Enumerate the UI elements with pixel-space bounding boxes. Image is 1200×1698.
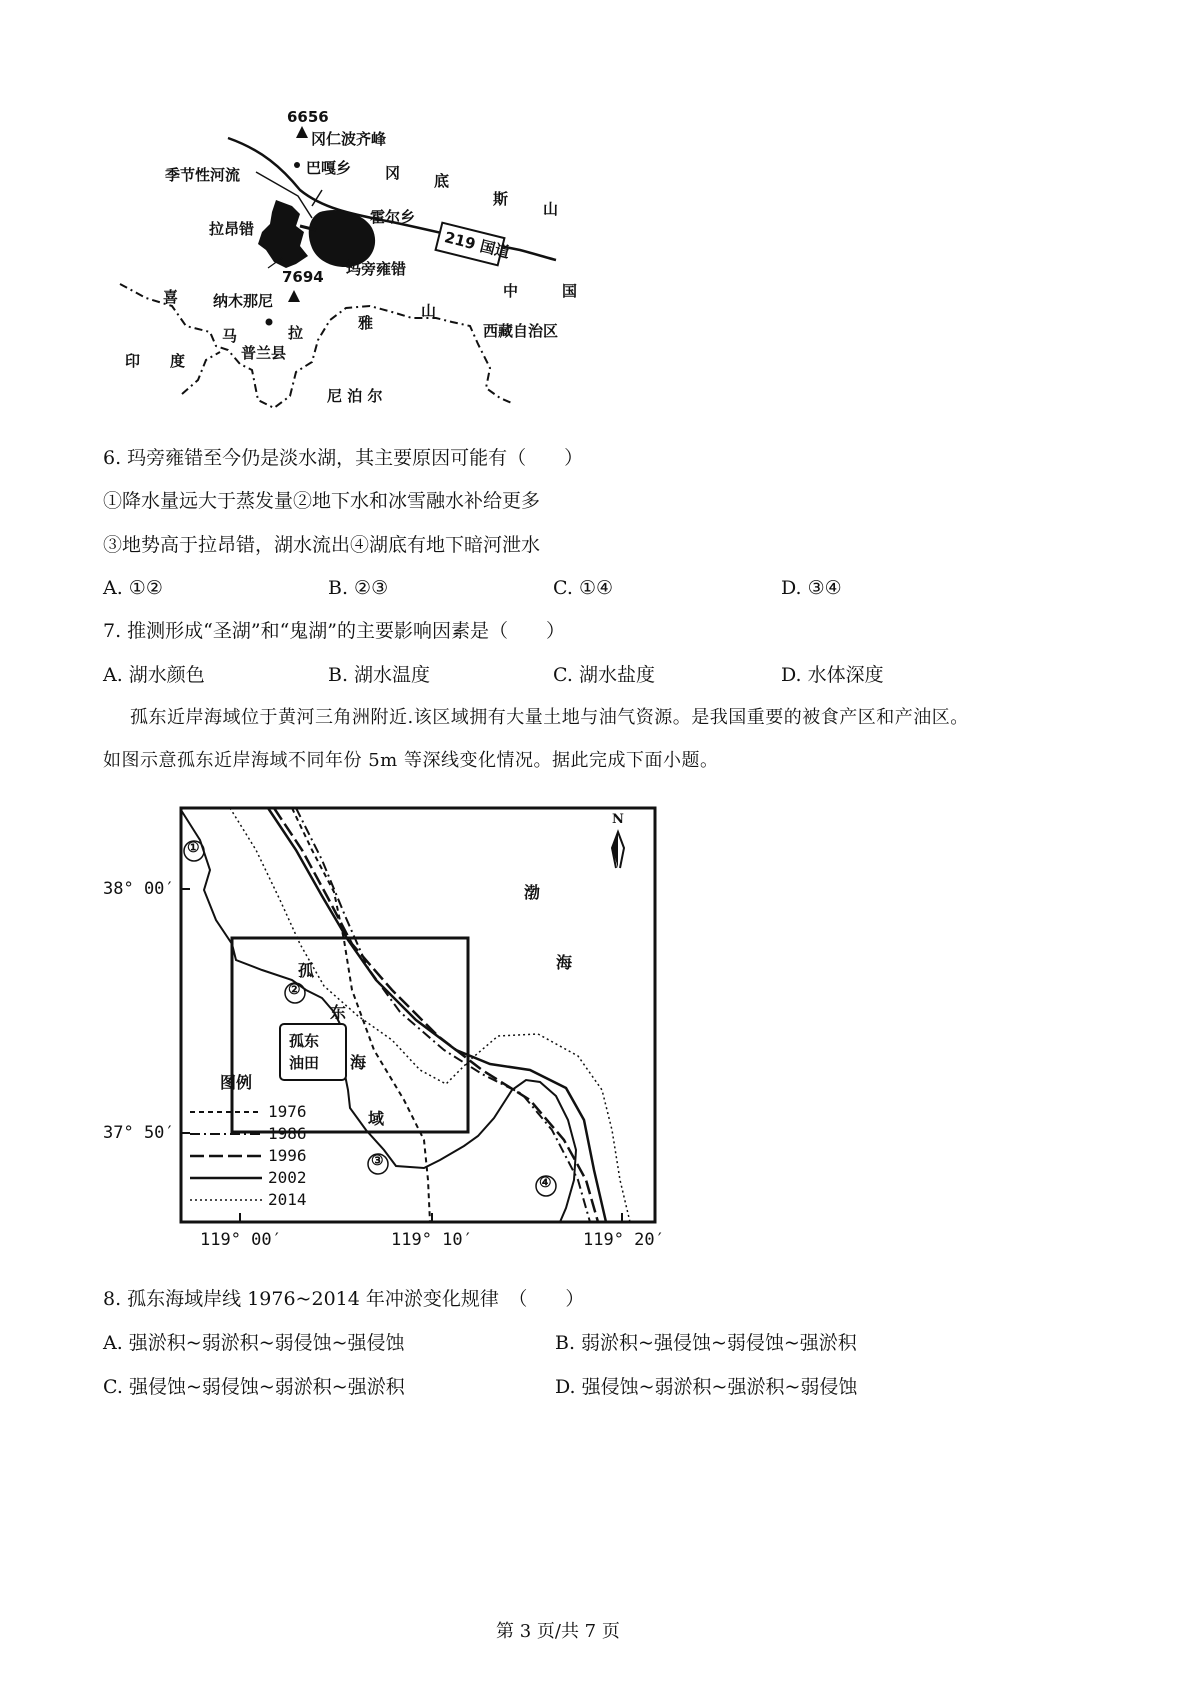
yu-label: 域 xyxy=(368,1109,385,1128)
xizang-label: 西藏自治区 xyxy=(483,322,559,340)
ma-label: 马 xyxy=(222,327,238,345)
legend-1976: 1976 xyxy=(268,1102,307,1121)
passage-line2: 如图示意孤东近岸海域不同年份 5m 等深线变化情况。据此完成下面小题。 xyxy=(103,750,719,771)
q6-stem: 6. 玛旁雍错至今仍是淡水湖，其主要原因可能有（ ） xyxy=(103,447,584,469)
q8-option-a[interactable]: A. 强淤积~弱淤积~弱侵蚀~强侵蚀 xyxy=(103,1332,405,1354)
lon-119-20: 119° 20′ xyxy=(583,1230,665,1250)
gu-label: 孤 xyxy=(298,961,315,980)
shan2-label: 山 xyxy=(421,302,437,320)
q8-option-b[interactable]: B. 弱淤积~强侵蚀~弱侵蚀~强淤积 xyxy=(555,1332,857,1354)
bagaxiang-label: 巴嘎乡 xyxy=(306,159,352,177)
peak2-name: 纳木那尼 xyxy=(213,292,274,310)
q7-stem: 7. 推测形成“圣湖”和“鬼湖”的主要影响因素是（ ） xyxy=(103,620,566,642)
circle-3-label: ③ xyxy=(371,1153,384,1169)
passage-line1: 孤东近岸海域位于黄河三角洲附近.该区域拥有大量土地与油气资源。是我国重要的被食产区和产油区。 xyxy=(130,707,969,728)
gang-label: 冈 xyxy=(385,164,401,182)
q6-option-a[interactable]: A. ①② xyxy=(103,577,163,599)
ya-label: 雅 xyxy=(358,314,374,332)
mapangyongcuo-label: 玛旁雍错 xyxy=(346,260,407,278)
road-label: 219 国道 xyxy=(442,228,512,262)
oilfield-label-2: 油田 xyxy=(289,1054,320,1072)
lat-37-50: 37° 50′ xyxy=(103,1123,175,1143)
legend-title: 图例 xyxy=(220,1073,253,1092)
q6-option-c[interactable]: C. ①④ xyxy=(553,577,614,599)
q7-option-a[interactable]: A. 湖水颜色 xyxy=(103,664,205,686)
oilfield-label-1: 孤东 xyxy=(289,1032,320,1050)
circle-4-label: ④ xyxy=(539,1175,552,1191)
circle-1-label: ① xyxy=(187,840,200,856)
huoerxiang-label: 霍尔乡 xyxy=(370,208,416,226)
q6-option-d[interactable]: D. ③④ xyxy=(781,577,842,599)
legend-1996: 1996 xyxy=(268,1146,307,1165)
du-label: 度 xyxy=(170,352,186,370)
shan1-label: 山 xyxy=(543,200,559,218)
q6-options-line2: ③地势高于拉昂错，湖水流出④湖底有地下暗河泄水 xyxy=(103,534,541,556)
si-label: 斯 xyxy=(493,190,509,208)
north-label: N xyxy=(612,812,624,827)
q6-option-b[interactable]: B. ②③ xyxy=(328,577,389,599)
nepal-label: 尼 泊 尔 xyxy=(327,387,383,405)
hai2-label: 海 xyxy=(350,1053,367,1072)
lon-119-00: 119° 00′ xyxy=(200,1230,282,1250)
q7-option-d[interactable]: D. 水体深度 xyxy=(781,664,884,686)
yin-label: 印 xyxy=(125,352,141,370)
q6-options-line1: ①降水量远大于蒸发量②地下水和冰雪融水补给更多 xyxy=(103,490,541,512)
bo-label: 渤 xyxy=(524,883,541,902)
q7-option-b[interactable]: B. 湖水温度 xyxy=(328,664,431,686)
zhong-label: 中 xyxy=(503,282,519,300)
circle-2-label: ② xyxy=(288,982,301,998)
q8-option-d[interactable]: D. 强侵蚀~弱淤积~强淤积~弱侵蚀 xyxy=(555,1376,858,1398)
lon-119-10: 119° 10′ xyxy=(391,1230,473,1250)
dong-label: 东 xyxy=(330,1003,347,1022)
xi-label: 喜 xyxy=(163,288,179,306)
legend-1986: 1986 xyxy=(268,1124,307,1143)
lat-38-00: 38° 00′ xyxy=(103,879,175,899)
q7-option-c[interactable]: C. 湖水盐度 xyxy=(553,664,655,686)
page-footer: 第 3 页/共 7 页 xyxy=(496,1621,620,1642)
peak1-elevation: 6656 xyxy=(287,108,329,126)
la-label: 拉 xyxy=(288,324,304,342)
laangcuo-label: 拉昂错 xyxy=(209,220,255,238)
di-label: 底 xyxy=(434,172,450,190)
hai-label: 海 xyxy=(556,953,573,972)
q8-stem: 8. 孤东海域岸线 1976~2014 年冲淤变化规律 （ ） xyxy=(103,1288,585,1310)
peak1-name: 冈仁波齐峰 xyxy=(311,130,387,148)
q8-option-c[interactable]: C. 强侵蚀~弱侵蚀~弱淤积~强淤积 xyxy=(103,1376,405,1398)
legend-2014: 2014 xyxy=(268,1190,307,1209)
guo-label: 国 xyxy=(562,282,578,300)
pulanxian-label: 普兰县 xyxy=(241,344,287,362)
peak2-elevation: 7694 xyxy=(282,268,324,286)
legend-2002: 2002 xyxy=(268,1168,307,1187)
seasonal-river-label: 季节性河流 xyxy=(165,166,241,184)
